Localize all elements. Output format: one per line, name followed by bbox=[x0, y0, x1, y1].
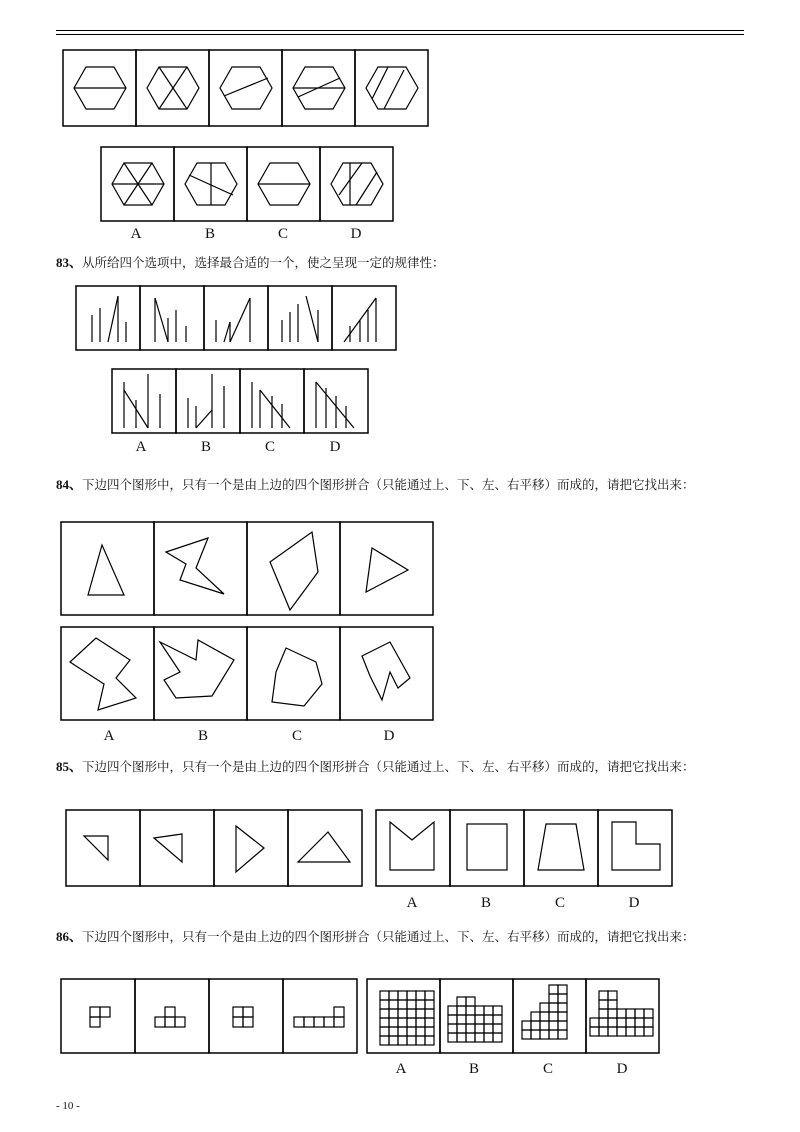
q83-option-d[interactable]: D bbox=[329, 439, 341, 455]
q82-sequence-figure bbox=[0, 0, 800, 240]
q83-option-a[interactable]: A bbox=[135, 439, 147, 455]
question-84-number: 84、 bbox=[56, 477, 83, 492]
question-86-number: 86、 bbox=[56, 929, 83, 944]
q83-option-b[interactable]: B bbox=[200, 439, 211, 455]
q86-option-b[interactable]: B bbox=[468, 1061, 479, 1077]
question-84-text: 下边四个图形中，只有一个是由上边的四个图形拼合（只能通过上、下、左、右平移）而成的，请把它找出来： bbox=[82, 477, 695, 492]
q82-option-d[interactable]: D bbox=[350, 226, 362, 242]
question-83-text: 从所给四个选项中，选择最合适的一个，使之呈现一定的规律性： bbox=[82, 255, 445, 270]
question-85-number: 85、 bbox=[56, 759, 83, 774]
q84-option-a[interactable]: A bbox=[103, 728, 115, 744]
q82-option-a[interactable]: A bbox=[130, 226, 142, 242]
q82-option-c[interactable]: C bbox=[277, 226, 288, 242]
question-86 bbox=[56, 926, 746, 947]
q83-option-c[interactable]: C bbox=[264, 439, 275, 455]
q84-pieces-figure bbox=[0, 500, 800, 720]
q86-option-c[interactable]: C bbox=[542, 1061, 553, 1077]
page-number: - 10 - bbox=[56, 1100, 80, 1112]
q85-option-b[interactable]: B bbox=[480, 895, 491, 911]
q85-option-c[interactable]: C bbox=[554, 895, 565, 911]
q86-option-a[interactable]: A bbox=[395, 1061, 407, 1077]
question-84 bbox=[56, 474, 746, 495]
q84-option-b[interactable]: B bbox=[197, 728, 208, 744]
question-85 bbox=[56, 756, 746, 777]
q86-option-d[interactable]: D bbox=[616, 1061, 628, 1077]
question-86-text: 下边四个图形中，只有一个是由上边的四个图形拼合（只能通过上、下、左、右平移）而成的，请把它找出来： bbox=[82, 929, 695, 944]
q83-sequence-figure bbox=[0, 270, 800, 470]
question-85-text: 下边四个图形中，只有一个是由上边的四个图形拼合（只能通过上、下、左、右平移）而成的，请把它找出来： bbox=[82, 759, 695, 774]
q86-pieces-figure bbox=[0, 975, 800, 1075]
q82-option-b[interactable]: B bbox=[204, 226, 215, 242]
q85-pieces-figure bbox=[0, 800, 800, 910]
q84-option-c[interactable]: C bbox=[291, 728, 302, 744]
q85-option-a[interactable]: A bbox=[406, 895, 418, 911]
q84-option-d[interactable]: D bbox=[383, 728, 395, 744]
question-83-number: 83、 bbox=[56, 255, 83, 270]
q85-option-d[interactable]: D bbox=[628, 895, 640, 911]
